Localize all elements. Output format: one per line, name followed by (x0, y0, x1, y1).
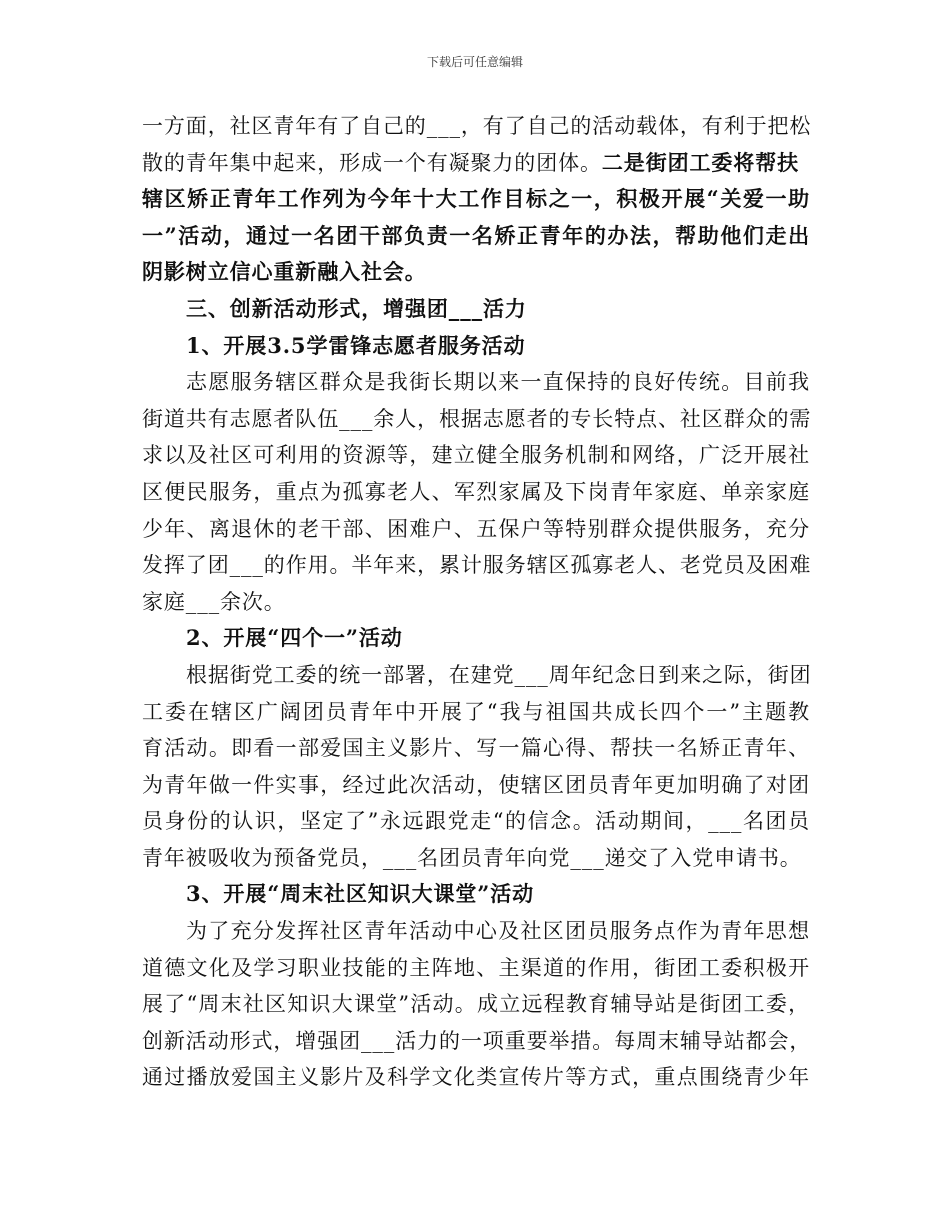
text-line: 一方面，社区青年有了自己的___，有了自己的活动载体，有利于把松 (142, 114, 812, 138)
bold-text-line: 辖区矫正青年工作列为今年十大工作目标之一，积极开展“关爱一助 (142, 186, 810, 212)
text-line: 工委在辖区广阔团员青年中开展了“我与祖国共成长四个一”主题教 (142, 699, 810, 724)
text-line: 创新活动形式，增强团___活力的一项重要举措。每周末辅导站都会， (142, 1028, 812, 1053)
text-line: 展了“周末社区知识大课堂”活动。成立远程教育辅导站是街团工委， (142, 992, 810, 1017)
text-line: 为了充分发挥社区青年活动中心及社区团员服务点作为青年思想 (186, 919, 810, 944)
bold-text-line: 一”活动，通过一名团干部负责一名矫正青年的办法，帮助他们走出 (142, 222, 810, 248)
text-line: 员身份的认识，坚定了”永远跟党走“的信念。活动期间，___名团员 (142, 809, 810, 834)
text-line: 发挥了团___的作用。半年来，累计服务辖区孤寡老人、老党员及困难 (142, 553, 812, 578)
bold-text-line: 阴影树立信心重新融入社会。 (142, 259, 427, 285)
subsection-heading: 3、开展“周末社区知识大课堂”活动 (186, 881, 535, 907)
bold-text-span: 二是街团工委将帮扶 (601, 149, 800, 175)
page-header: 下载后可任意编辑 (426, 55, 523, 69)
document-body (142, 108, 810, 1096)
text-line: 青年被吸收为预备党员，___名团员青年向党___递交了入党申请书。 (142, 845, 802, 870)
text-line: 志愿服务辖区群众是我街长期以来一直保持的良好传统。目前我 (186, 370, 810, 395)
section-heading: 三、创新活动形式，增强团___活力 (186, 295, 527, 321)
text-line: 育活动。即看一部爱国主义影片、写一篇心得、帮扶一名矫正青年、 (142, 736, 810, 761)
text-line: 少年、离退休的老干部、困难户、五保户等特别群众提供服务，充分 (142, 516, 810, 541)
subsection-heading: 1、开展3.5学雷锋志愿者服务活动 (186, 332, 526, 358)
text-line: 根据街党工委的统一部署，在建党___周年纪念日到来之际，街团 (186, 662, 812, 687)
text-span: 散的青年集中起来，形成一个有凝聚力的团体。 (142, 150, 602, 175)
text-line: 区便民服务，重点为孤寡老人、军烈家属及下岗青年家庭、单亲家庭 (142, 479, 810, 504)
subsection-heading: 2、开展“四个一”活动 (186, 625, 403, 651)
text-line: 道德文化及学习职业技能的主阵地、主渠道的作用，街团工委积极开 (142, 955, 810, 980)
text-line: 求以及社区可利用的资源等，建立健全服务机制和网络，广泛开展社 (142, 443, 810, 468)
text-line (142, 145, 810, 182)
text-line: 通过播放爱国主义影片及科学文化类宣传片等方式，重点围绕青少年 (142, 1065, 810, 1090)
text-line: 街道共有志愿者队伍___余人，根据志愿者的专长特点、社区群众的需 (142, 406, 812, 431)
text-line: 家庭___余次。 (142, 589, 286, 614)
text-line: 为青年做一件实事，经过此次活动，使辖区团员青年更加明确了对团 (142, 772, 810, 797)
